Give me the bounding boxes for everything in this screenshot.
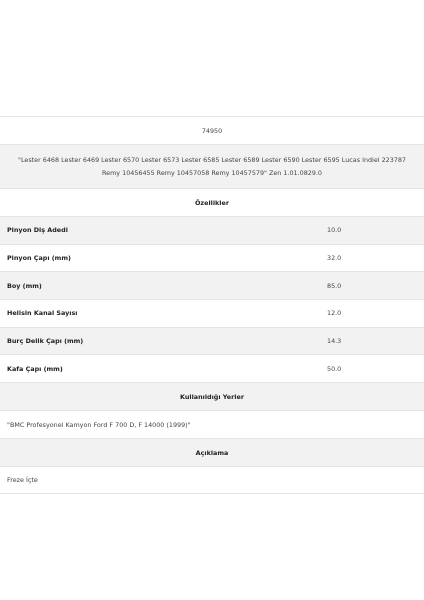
spec-label: Boy (mm) (7, 281, 42, 290)
usage-row (0, 410, 424, 438)
product-code-row (0, 116, 424, 144)
features-title: Özellikler (195, 198, 229, 207)
spec-label: Helisin Kanal Sayısı (7, 309, 78, 318)
spec-label: Pinyon Çapı (mm) (7, 254, 71, 263)
spec-row (0, 299, 424, 327)
spec-row (0, 216, 424, 244)
spec-value: 50.0 (327, 364, 342, 373)
usage-title: Kullanıldığı Yerler (180, 392, 244, 401)
spec-label: Kafa Çapı (mm) (7, 364, 63, 373)
features-header-row (0, 188, 424, 216)
spec-label: Pinyon Diş Adedi (7, 226, 68, 235)
usage-text: "BMC Profesyonel Kamyon Ford F 700 D, F 14000 (1999)" (7, 420, 191, 429)
spec-value: 10.0 (327, 226, 342, 235)
cross-references: "Lester 6468 Lester 6469 Lester 6570 Lester 6573 Lester 6585 Lester 6589 Lester 6590 Lester 6595 Lucas Indiel 223787 Remy 10456455 Remy 10457058 Remy 10457579" Zen 1.01.0829.0 (18, 155, 406, 177)
spec-label: Burç Delik Çapı (mm) (7, 337, 84, 346)
product-code: 74950 (201, 126, 223, 135)
spec-row (0, 327, 424, 355)
usage-header-row (0, 382, 424, 410)
spec-value: 12.0 (327, 309, 342, 318)
spec-value: 32.0 (327, 254, 342, 263)
description-text: Freze İçte (7, 476, 38, 485)
description-header-row (0, 438, 424, 466)
spec-row (0, 354, 424, 382)
spec-row (0, 271, 424, 299)
description-row (0, 466, 424, 494)
spec-value: 14.3 (327, 337, 342, 346)
product-spec-table (0, 116, 424, 494)
spec-value: 85.0 (327, 281, 342, 290)
spec-row (0, 244, 424, 272)
references-row (0, 144, 424, 188)
description-title: Açıklama (195, 448, 229, 457)
